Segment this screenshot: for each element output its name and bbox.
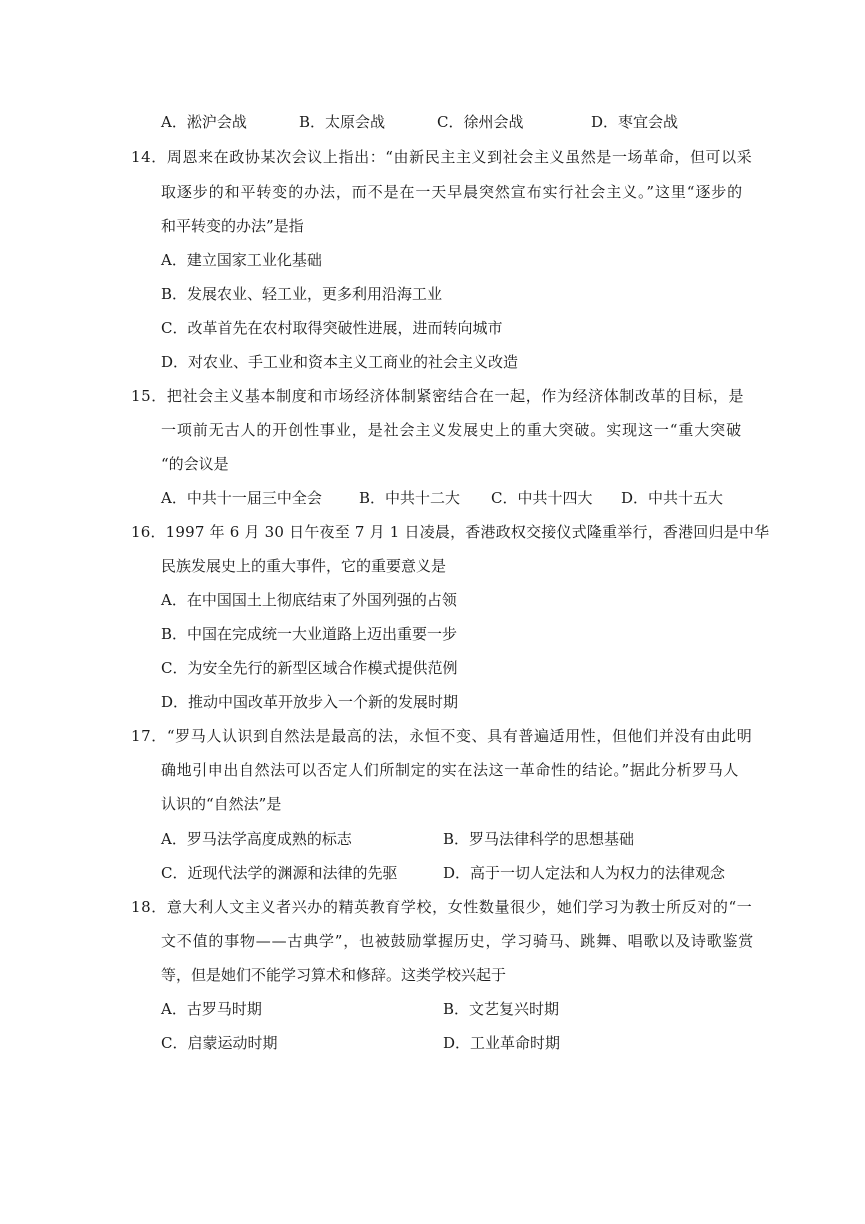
q15-option-a: A．中共十一届三中全会	[161, 489, 322, 507]
q14-option-a: A．建立国家工业化基础	[161, 251, 322, 269]
q15-option-b: B．中共十二大	[359, 489, 461, 507]
q18-stem-line-3: 等，但是她们不能学习算术和修辞。这类学校兴起于	[161, 966, 507, 984]
q13-option-d: D．枣宜会战	[591, 113, 679, 131]
q16-option-c: C．为安全先行的新型区域合作模式提供范例	[161, 659, 458, 677]
q17-option-c: C．近现代法学的渊源和法律的先驱	[161, 864, 398, 882]
q13-option-b: B．太原会战	[299, 113, 386, 131]
q13-option-a: A．淞沪会战	[161, 113, 247, 131]
q17-option-a: A．罗马法学高度成熟的标志	[161, 830, 352, 848]
q15-option-c: C．中共十四大	[491, 489, 593, 507]
q18-option-a: A．古罗马时期	[161, 1000, 262, 1018]
q16-stem-line-1: 16．1997 年 6 月 30 日午夜至 7 月 1 日凌晨，香港政权交接仪式隆重举行，香港回归是中华	[131, 523, 770, 541]
q16-option-a: A．在中国国土上彻底结束了外国列强的占领	[161, 591, 457, 609]
q17-stem-line-3: 认识的“自然法”是	[161, 795, 282, 813]
q15-option-d: D．中共十五大	[621, 489, 724, 507]
q14-option-b: B．发展农业、轻工业，更多利用沿海工业	[161, 285, 443, 303]
q16-option-d: D．推动中国改革开放步入一个新的发展时期	[161, 693, 459, 711]
q15-stem-line-3: “的会议是	[161, 455, 229, 473]
q14-stem-line-2: 取逐步的和平转变的办法，而不是在一天早晨突然宣布实行社会主义。”这里“逐步的	[161, 183, 744, 201]
q15-stem-line-2: 一项前无古人的开创性事业，是社会主义发展史上的重大突破。实现这一“重大突破	[161, 421, 742, 439]
q17-stem-line-1: 17．“罗马人认识到自然法是最高的法，永恒不变、具有普遍适用性，但他们并没有由此明	[131, 727, 753, 745]
q15-stem-line-1: 15．把社会主义基本制度和市场经济体制紧密结合在一起，作为经济体制改革的目标，是	[131, 387, 745, 405]
q14-option-c: C．改革首先在农村取得突破性进展，进而转向城市	[161, 319, 503, 337]
q14-stem-line-1: 14．周恩来在政协某次会议上指出：“由新民主主义到社会主义虽然是一场革命，但可以采	[131, 148, 753, 166]
q14-stem-line-3: 和平转变的办法”是指	[161, 217, 304, 235]
q17-stem-line-2: 确地引申出自然法可以否定人们所制定的实在法这一革命性的结论。”据此分析罗马人	[161, 761, 739, 779]
q16-stem-line-2: 民族发展史上的重大事件，它的重要意义是	[161, 557, 447, 575]
q13-option-c: C．徐州会战	[437, 113, 524, 131]
q17-option-d: D．高于一切人定法和人为权力的法律观念	[443, 864, 726, 882]
q14-option-d: D．对农业、手工业和资本主义工商业的社会主义改造	[161, 353, 519, 371]
q18-option-c: C．启蒙运动时期	[161, 1034, 278, 1052]
q16-option-b: B．中国在完成统一大业道路上迈出重要一步	[161, 625, 458, 643]
q18-option-d: D．工业革命时期	[443, 1034, 561, 1052]
q18-stem-line-2: 文不值的事物——古典学”，也被鼓励掌握历史，学习骑马、跳舞、唱歌以及诗歌鉴赏	[161, 932, 755, 950]
q18-option-b: B．文艺复兴时期	[443, 1000, 560, 1018]
q18-stem-line-1: 18．意大利人文主义者兴办的精英教育学校，女性数量很少，她们学习为教士所反对的“一	[131, 898, 753, 916]
q17-option-b: B．罗马法律科学的思想基础	[443, 830, 635, 848]
